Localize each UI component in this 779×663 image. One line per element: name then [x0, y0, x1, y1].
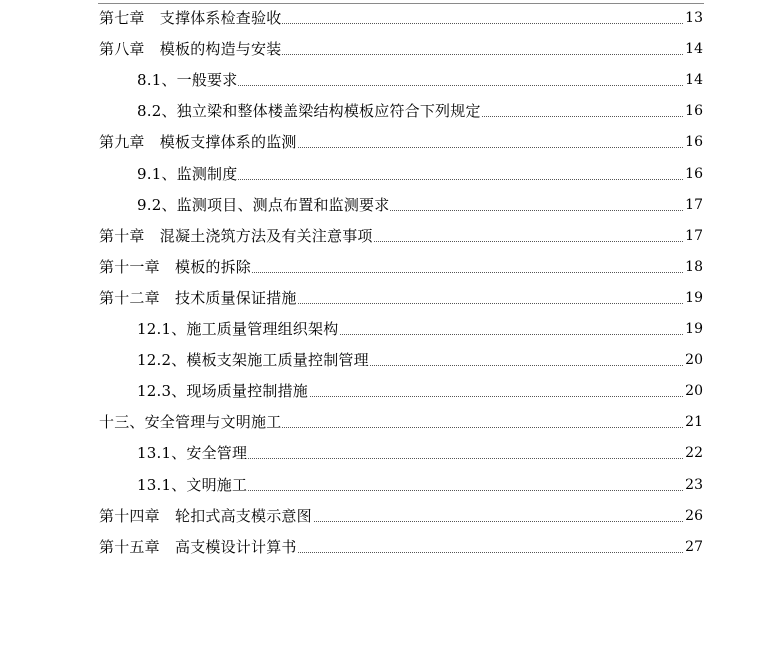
toc-entry-title[interactable]: 12.2、模板支架施工质量控制管理 [137, 351, 369, 369]
toc-entry-title[interactable]: 第十章 混凝土浇筑方法及有关注意事项 [99, 227, 373, 245]
toc-entry-title[interactable]: 8.1、一般要求 [137, 71, 238, 89]
toc-entry-title[interactable]: 第十二章 技术质量保证措施 [99, 289, 297, 307]
toc-entry-title[interactable]: 十三、安全管理与文明施工 [99, 413, 282, 431]
toc-entry[interactable] [0, 38, 779, 69]
toc-entry-title[interactable]: 13.1、文明施工 [137, 476, 248, 494]
toc-entry-page-number[interactable]: 27 [684, 536, 703, 558]
toc-entry-page-number[interactable]: 19 [684, 287, 703, 309]
toc-entry-page-number[interactable]: 19 [684, 318, 703, 340]
toc-entry-title[interactable]: 12.1、施工质量管理组织架构 [137, 320, 339, 338]
toc-entry[interactable] [0, 287, 779, 318]
toc-entry[interactable] [0, 536, 779, 567]
toc-entry-page-number[interactable]: 26 [684, 505, 703, 527]
toc-entry[interactable] [0, 256, 779, 287]
toc-entry-page-number[interactable]: 20 [684, 349, 703, 371]
toc-entry[interactable] [0, 194, 779, 225]
toc-entry-title[interactable]: 12.3、现场质量控制措施 [137, 382, 308, 400]
toc-entry[interactable] [0, 69, 779, 100]
toc-entry[interactable] [0, 100, 779, 131]
toc-entry[interactable] [0, 225, 779, 256]
toc-entry-page-number[interactable]: 13 [684, 7, 703, 29]
toc-entry[interactable] [0, 380, 779, 411]
toc-entry-page-number[interactable]: 14 [684, 69, 703, 91]
toc-entry-title[interactable]: 13.1、安全管理 [137, 444, 248, 462]
toc-entry[interactable] [0, 411, 779, 442]
toc-entry-page-number[interactable]: 17 [684, 194, 703, 216]
toc-entry-title[interactable]: 第十一章 模板的拆除 [99, 258, 252, 276]
toc-entry[interactable] [0, 474, 779, 505]
toc-entry-title[interactable]: 第八章 模板的构造与安装 [99, 40, 282, 58]
toc-entry-title[interactable]: 9.1、监测制度 [137, 165, 238, 183]
toc-entry[interactable] [0, 442, 779, 473]
toc-entry-page-number[interactable]: 20 [684, 380, 703, 402]
toc-entry-page-number[interactable]: 17 [684, 225, 703, 247]
toc-entry-title[interactable]: 第十四章 轮扣式高支模示意图 [99, 507, 312, 525]
toc-entry-title[interactable]: 8.2、独立梁和整体楼盖梁结构模板应符合下列规定 [137, 102, 481, 120]
toc-entry-page-number[interactable]: 23 [684, 474, 703, 496]
toc-entry-title[interactable]: 第七章 支撑体系检查验收 [99, 9, 282, 27]
toc-entry-page-number[interactable]: 16 [684, 163, 703, 185]
toc-entry[interactable] [0, 131, 779, 162]
toc-entry[interactable] [0, 318, 779, 349]
toc-entry-page-number[interactable]: 14 [684, 38, 703, 60]
toc-entry-page-number[interactable]: 16 [684, 131, 703, 153]
toc-entry-title[interactable]: 第九章 模板支撑体系的监测 [99, 133, 297, 151]
toc-entry-page-number[interactable]: 18 [684, 256, 703, 278]
toc-entry-title[interactable]: 第十五章 高支模设计计算书 [99, 538, 297, 556]
toc-entry[interactable] [0, 349, 779, 380]
toc-entry[interactable] [0, 163, 779, 194]
top-divider [98, 3, 704, 4]
toc-entry-page-number[interactable]: 16 [684, 100, 703, 122]
toc-entry-page-number[interactable]: 21 [684, 411, 703, 433]
toc-entry[interactable] [0, 7, 779, 38]
toc-entry-title[interactable]: 9.2、监测项目、测点布置和监测要求 [137, 196, 390, 214]
toc-entry[interactable] [0, 505, 779, 536]
toc-entry-page-number[interactable]: 22 [684, 442, 703, 464]
